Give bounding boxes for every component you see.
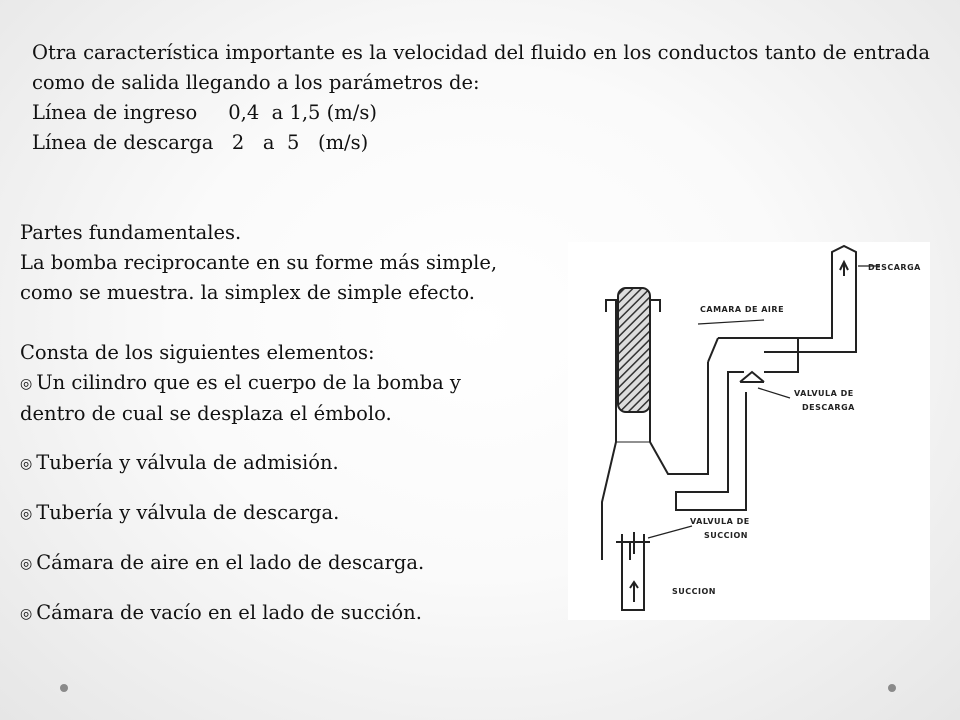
leader-valvula-descarga — [758, 388, 790, 398]
list-item-text: Tubería y válvula de admisión. — [36, 451, 339, 474]
discharge-pipe-lower — [676, 372, 746, 510]
cylinder-right-wall — [650, 300, 708, 474]
list-item — [20, 548, 540, 579]
list-item-text: Cámara de aire en el lado de descarga. — [36, 551, 425, 574]
list-item — [20, 598, 540, 629]
label-valvula-succion-1: VALVULA DE — [690, 517, 750, 526]
parts-desc-line2: como se muestra. la simplex de simple efecto. — [20, 281, 475, 304]
bullet-icon: ◎ — [20, 506, 33, 522]
line-descarga: Línea de descarga 2 a 5 (m/s) — [32, 131, 369, 154]
cylinder-left-wall — [602, 300, 616, 560]
list-item — [20, 448, 540, 479]
list-item-text: Cámara de vacío en el lado de succión. — [36, 601, 422, 624]
parts-heading: Partes fundamentales. — [20, 221, 242, 244]
discharge-riser — [764, 246, 856, 352]
pump-diagram — [568, 242, 930, 620]
label-valvula-succion-2: SUCCION — [704, 531, 748, 540]
leader-valvula-succion — [648, 526, 692, 538]
parts-desc-line1: La bomba reciprocante en su forme más simple, — [20, 251, 498, 274]
list-item-continuation: dentro de cual se desplaza el émbolo. — [20, 402, 392, 425]
bullet-icon: ◎ — [20, 606, 33, 622]
list-item — [20, 368, 540, 399]
leader-camara — [698, 320, 764, 324]
bullet-icon: ◎ — [20, 456, 33, 472]
consta-line: Consta de los siguientes elementos: — [20, 341, 375, 364]
bullet-icon: ◎ — [20, 376, 33, 392]
label-descarga: DESCARGA — [868, 263, 921, 272]
intro-section — [32, 38, 930, 158]
line-ingreso: Línea de ingreso 0,4 a 1,5 (m/s) — [32, 101, 377, 124]
intro-paragraph: Otra característica importante es la velocidad del fluido en los conductos tanto de entrada como de salida llegando a los parámetros de: — [32, 41, 930, 94]
label-valvula-descarga-2: DESCARGA — [802, 403, 855, 412]
slide-dot-left — [60, 684, 68, 692]
parts-section — [20, 218, 540, 629]
list-item-text: Tubería y válvula de descarga. — [36, 501, 340, 524]
label-camara-aire: CAMARA DE AIRE — [700, 305, 785, 314]
bullet-icon: ◎ — [20, 556, 33, 572]
label-succion: SUCCION — [672, 587, 716, 596]
label-valvula-descarga-1: VALVULA DE — [794, 389, 854, 398]
piston — [618, 288, 650, 412]
slide-dot-right — [888, 684, 896, 692]
list-item — [20, 498, 540, 529]
air-chamber — [718, 338, 798, 372]
pump-diagram-svg — [568, 242, 930, 620]
list-item-text: Un cilindro que es el cuerpo de la bomba y — [36, 371, 461, 394]
